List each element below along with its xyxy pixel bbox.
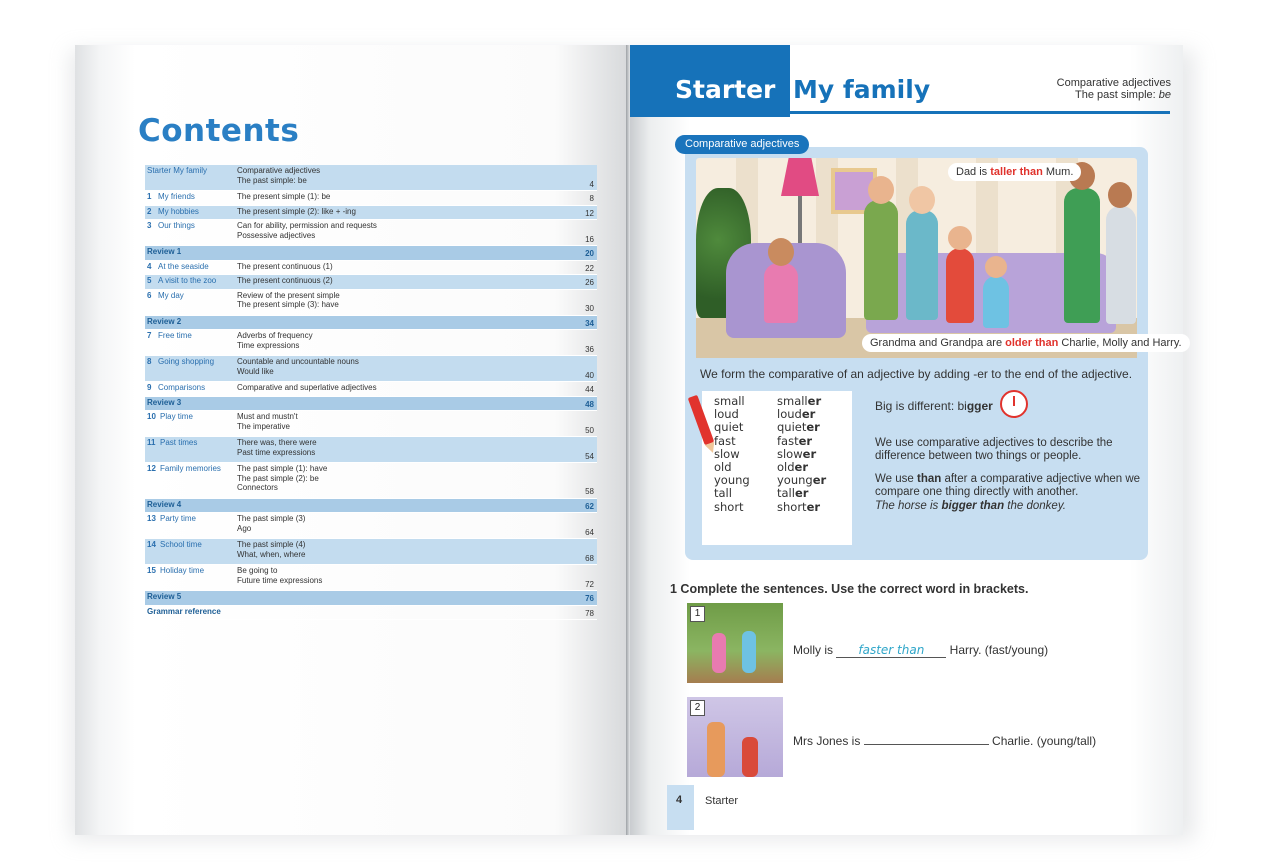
exercise-2-picture — [687, 697, 783, 777]
footer-section-label: Starter — [705, 795, 739, 807]
toc-unit-number: 15 — [147, 566, 156, 575]
comparative-item: faster — [777, 433, 813, 448]
toc-grammar-topics: The present continuous (1) — [237, 261, 333, 271]
adjective-item: loud — [714, 407, 739, 422]
toc-row — [145, 499, 597, 514]
toc-unit-number: 8 — [147, 357, 152, 366]
toc-page-number: 50 — [585, 425, 594, 435]
toc-unit-title: Party time — [160, 514, 197, 523]
toc-row — [145, 463, 597, 499]
toc-page-number: 8 — [589, 194, 594, 203]
toc-unit-number: 7 — [147, 331, 152, 340]
toc-page-number: 72 — [585, 579, 594, 589]
comparative-item: taller — [777, 486, 809, 501]
header-topics — [1057, 77, 1171, 101]
toc-unit-number: 12 — [147, 464, 156, 473]
toc-grammar-topics: Countable and uncountable nouns Would like — [237, 357, 359, 376]
toc-unit-title: School time — [160, 540, 202, 549]
exercise-2-blank[interactable] — [864, 744, 989, 745]
toc-row — [145, 539, 597, 565]
comparative-item: louder — [777, 407, 816, 422]
contents-table — [145, 165, 597, 620]
toc-row — [145, 246, 597, 261]
family-illustration — [696, 158, 1182, 358]
toc-grammar-topics: There was, there were Past time expressions — [237, 438, 317, 457]
toc-row — [145, 290, 597, 316]
toc-unit-number: 9 — [147, 383, 152, 392]
contents-title: Contents — [138, 113, 300, 149]
toc-grammar-topics: Must and mustn't The imperative — [237, 412, 298, 431]
adjective-item: slow — [714, 446, 740, 461]
toc-row — [145, 565, 597, 591]
toc-page-number: 68 — [585, 553, 594, 563]
toc-review-label: Review 5 — [147, 592, 182, 601]
toc-unit-number: 4 — [147, 261, 152, 271]
unit-title: My family — [793, 75, 931, 104]
speech-bubble-bottom: Grandma and Grandpa are older than Charlie, Molly and Harry. — [862, 334, 1190, 352]
adjective-item: small — [714, 394, 745, 408]
toc-page-number: 62 — [585, 501, 594, 511]
header-topic-2: The past simple: be — [1074, 89, 1171, 101]
toc-unit-number: 14 — [147, 540, 156, 549]
toc-unit-title: Free time — [158, 331, 192, 340]
adjective-item: old — [714, 460, 732, 475]
toc-unit-title: A visit to the zoo — [158, 276, 217, 285]
molly-figure — [764, 263, 798, 323]
toc-review-label: Review 4 — [147, 499, 182, 509]
toc-review-label: Review 3 — [147, 397, 182, 407]
adjective-item: short — [714, 499, 744, 514]
toc-row — [145, 275, 597, 290]
toc-grammar-reference: Grammar reference — [147, 606, 221, 616]
toc-row — [145, 382, 597, 397]
toc-page-number: 34 — [585, 318, 594, 328]
section-tag: Comparative adjectives — [675, 135, 809, 154]
harry-figure — [983, 276, 1009, 328]
toc-grammar-topics: The present simple (2): like + -ing — [237, 206, 356, 216]
toc-unit-number: 11 — [147, 438, 156, 447]
exercise-1-blank[interactable] — [836, 643, 946, 658]
toc-grammar-topics: Review of the present simple The present simple (3): have — [237, 290, 340, 309]
toc-grammar-topics: Can for ability, permission and requests Possessive adjectives — [237, 221, 377, 240]
starter-label: Starter — [675, 75, 776, 104]
comparative-item: smaller — [777, 394, 822, 408]
toc-unit-number: 1 — [147, 192, 152, 201]
adjective-item: young — [714, 473, 750, 488]
charlie-figure — [946, 248, 974, 323]
exercise-1-number: 1 — [690, 606, 705, 622]
footer-tab — [667, 785, 694, 830]
big-exception: Big is different: bigger — [875, 399, 993, 413]
toc-grammar-topics: The past simple (1): have The past simple (2): be Connectors — [237, 464, 328, 492]
toc-grammar-topics: Be going to Future time expressions — [237, 566, 323, 585]
toc-grammar-topics: Comparative adjectives The past simple: be — [237, 166, 321, 185]
toc-row — [145, 191, 597, 206]
comparative-item: slower — [777, 446, 817, 461]
grandpa-figure — [864, 200, 898, 320]
toc-row — [145, 437, 597, 463]
toc-row — [145, 591, 597, 606]
toc-row — [145, 397, 597, 412]
toc-row — [145, 261, 597, 276]
toc-grammar-topics: The present continuous (2) — [237, 276, 333, 285]
adjective-item: quiet — [714, 420, 744, 435]
toc-unit-title: Starter My family — [147, 166, 208, 175]
contents-page — [75, 45, 630, 835]
toc-row — [145, 316, 597, 331]
lamp-illustration — [781, 158, 819, 196]
toc-unit-title: Family memories — [160, 464, 221, 473]
explain-than: We use than after a comparative adjective when we compare one thing directly with another. — [875, 473, 1141, 498]
toc-row — [145, 165, 597, 191]
header-topic-1: Comparative adjectives — [1056, 77, 1171, 89]
toc-unit-title: Comparisons — [158, 383, 206, 392]
toc-row — [145, 220, 597, 246]
toc-row — [145, 330, 597, 356]
toc-unit-title: Past times — [160, 438, 198, 447]
toc-unit-number: 3 — [147, 221, 152, 230]
example-sentence: The horse is bigger than the donkey. — [875, 500, 1066, 512]
adjective-list-card — [702, 391, 852, 545]
toc-unit-title: My friends — [158, 192, 195, 201]
alarm-clock-icon — [1000, 390, 1028, 418]
toc-unit-title: Our things — [158, 221, 195, 230]
toc-unit-number: 13 — [147, 514, 156, 523]
comparative-item: younger — [777, 473, 827, 488]
exercise-1-picture — [687, 603, 783, 683]
toc-review-label: Review 1 — [147, 247, 182, 256]
toc-unit-title: Holiday time — [160, 566, 205, 575]
toc-unit-number: 2 — [147, 206, 152, 216]
toc-row — [145, 606, 597, 621]
exercise-2-number: 2 — [690, 700, 705, 716]
lesson-page — [630, 45, 1183, 835]
toc-row — [145, 411, 597, 437]
adjective-item: fast — [714, 433, 736, 448]
comparative-item: shorter — [777, 499, 821, 514]
toc-review-label: Review 2 — [147, 316, 182, 326]
toc-page-number: 76 — [585, 594, 594, 603]
toc-row — [145, 513, 597, 539]
mum-figure — [1106, 206, 1136, 324]
comparative-item: older — [777, 460, 809, 475]
exercise-instruction: 1 Complete the sentences. Use the correct word in brackets. — [670, 582, 1029, 596]
toc-page-number: 64 — [585, 527, 594, 537]
comparative-column — [777, 395, 826, 514]
toc-unit-number: 6 — [147, 290, 152, 300]
toc-page-number: 4 — [589, 179, 594, 189]
toc-unit-title: Play time — [160, 412, 193, 421]
explain-comparative: We use comparative adjectives to describe the difference between two things or people. — [875, 437, 1113, 462]
dad-figure — [1064, 188, 1100, 323]
toc-grammar-topics: The present simple (1): be — [237, 192, 331, 201]
toc-page-number: 30 — [585, 304, 594, 313]
toc-page-number: 16 — [585, 234, 594, 244]
toc-page-number: 48 — [585, 399, 594, 409]
toc-unit-title: My hobbies — [158, 206, 199, 216]
toc-unit-number: 5 — [147, 276, 152, 285]
comparative-item: quieter — [777, 420, 820, 435]
toc-grammar-topics: The past simple (4) What, when, where — [237, 540, 306, 559]
grandma-figure — [906, 210, 938, 320]
toc-unit-title: Going shopping — [158, 357, 215, 366]
toc-unit-title: At the seaside — [158, 261, 209, 271]
toc-row — [145, 356, 597, 382]
page-number: 4 — [676, 794, 683, 806]
toc-grammar-topics: The past simple (3) Ago — [237, 514, 306, 533]
adjective-item: tall — [714, 486, 732, 501]
toc-page-number: 20 — [585, 249, 594, 258]
toc-row — [145, 206, 597, 221]
toc-page-number: 22 — [585, 263, 594, 273]
toc-page-number: 40 — [585, 370, 594, 380]
toc-unit-number: 10 — [147, 412, 156, 421]
comparative-rule: We form the comparative of an adjective by adding -er to the end of the adjective. — [700, 367, 1133, 381]
adjective-column — [714, 395, 750, 514]
toc-page-number: 44 — [585, 385, 594, 394]
toc-page-number: 78 — [585, 608, 594, 618]
exercise-1-answer: faster than — [858, 643, 925, 657]
toc-page-number: 54 — [585, 451, 594, 461]
exercise-2-sentence: Mrs Jones is Charlie. (young/tall) — [793, 734, 1097, 748]
toc-page-number: 36 — [585, 344, 594, 354]
toc-grammar-topics: Comparative and superlative adjectives — [237, 383, 377, 392]
toc-unit-title: My day — [158, 290, 184, 300]
speech-bubble-top: Dad is taller than Mum. — [948, 163, 1081, 181]
toc-grammar-topics: Adverbs of frequency Time expressions — [237, 331, 313, 350]
toc-page-number: 58 — [585, 487, 594, 496]
toc-page-number: 26 — [585, 278, 594, 287]
toc-page-number: 12 — [585, 208, 594, 218]
exercise-1-sentence: Molly is faster than Harry. (fast/young) — [793, 643, 1049, 657]
